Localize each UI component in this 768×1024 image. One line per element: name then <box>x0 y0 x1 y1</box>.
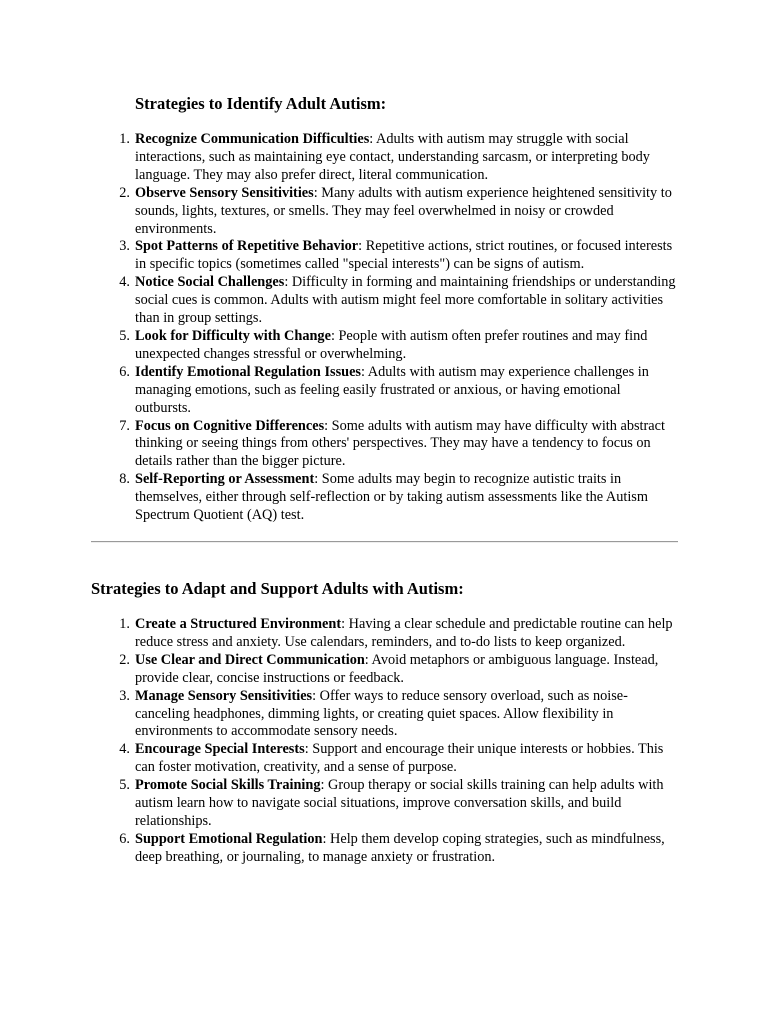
list-item-text: : Some adults with autism may have difficulty with abstract thinking or seeing things from others' perspectives. They may have a tendency to focus on details rather than the bigger picture. <box>135 417 665 470</box>
list-item-text: : Adults with autism may struggle with social interactions, such as maintaining eye contact, understanding sarcasm, or interpreting body language. They may also prefer direct, literal communication. <box>135 131 650 183</box>
list-item-term: Manage Sensory Sensitivities <box>135 687 313 704</box>
list-item <box>119 274 679 328</box>
list-item-number: 5. <box>119 777 130 794</box>
list-item-text: : Repetitive actions, strict routines, or focused interests in specific topics (sometimes called "special interests") can be signs of autism. <box>135 238 673 273</box>
list-item-text: : Offer ways to reduce sensory overload, such as noise-canceling headphones, dimming lights, or creating quiet spaces. Allow flexibility in environments to accommodate sensory needs. <box>135 687 628 740</box>
list-item-text: : People with autism often prefer routines and may find unexpected changes stressful or overwhelming. <box>135 327 648 362</box>
list-item-number: 3. <box>119 687 130 704</box>
list-item-term: Support Emotional Regulation <box>135 830 323 847</box>
list-item-term: Use Clear and Direct Communication <box>135 651 365 668</box>
list-item-number: 4. <box>119 741 130 758</box>
list-item <box>119 651 679 688</box>
list-item-text: : Group therapy or social skills training can help adults with autism learn how to navigate social situations, improve conversation skills, and build relationships. <box>135 777 664 829</box>
list-item-term: Identify Emotional Regulation Issues <box>135 363 361 380</box>
list-item-term: Self-Reporting or Assessment <box>135 471 315 488</box>
identify-strategy-list <box>119 131 679 525</box>
list-item-text: : Adults with autism may experience challenges in managing emotions, such as feeling easily frustrated or anxious, or having emotional outbursts. <box>135 363 649 416</box>
list-item <box>119 687 679 742</box>
list-item-text: : Some adults may begin to recognize autistic traits in themselves, either through self-reflection or by taking autism assessments like the Autism Spectrum Quotient (AQ) test. <box>135 471 648 524</box>
list-item-text: : Help them develop coping strategies, such as mindfulness, deep breathing, or journaling, to manage anxiety or frustration. <box>135 830 665 865</box>
list-item-number: 1. <box>119 616 130 632</box>
list-item <box>119 830 679 867</box>
list-item-term: Encourage Special Interests <box>135 741 305 758</box>
list-item-term: Look for Difficulty with Change <box>135 327 331 344</box>
list-item <box>119 471 679 525</box>
list-item <box>119 363 679 418</box>
section-heading-identify: Strategies to Identify Adult Autism: <box>135 94 387 113</box>
section-heading-support: Strategies to Adapt and Support Adults with Autism: <box>91 579 464 598</box>
support-strategy-list <box>119 616 679 867</box>
list-item-text: : Support and encourage their unique interests or hobbies. This can foster motivation, creativity, and a sense of purpose. <box>135 741 664 776</box>
list-item-text: : Avoid metaphors or ambiguous language. Instead, provide clear, concise instructions or feedback. <box>135 651 659 686</box>
list-item-term: Create a Structured Environment <box>135 616 342 632</box>
list-item <box>119 184 679 239</box>
list-item-number: 5. <box>119 327 130 344</box>
list-item-number: 6. <box>119 363 130 380</box>
list-item-number: 4. <box>119 274 130 291</box>
list-item-number: 3. <box>119 238 130 255</box>
list-item-term: Observe Sensory Sensitivities <box>135 184 314 201</box>
list-item-text: : Many adults with autism experience heightened sensitivity to sounds, lights, textures, or smells. They may feel overwhelmed in noisy or crowded environments. <box>135 184 672 237</box>
horizontal-rule <box>91 541 678 543</box>
list-item <box>119 741 679 777</box>
list-item <box>119 327 679 364</box>
list-item-text: : Having a clear schedule and predictable routine can help reduce stress and anxiety. Use calendars, reminders, and to-do lists to keep organized. <box>135 616 673 650</box>
list-item-number: 2. <box>119 651 130 668</box>
list-item-term: Notice Social Challenges <box>135 274 285 291</box>
list-item-number: 6. <box>119 830 130 847</box>
list-item-number: 1. <box>119 131 130 147</box>
list-item-term: Promote Social Skills Training <box>135 777 321 794</box>
list-item <box>119 777 679 831</box>
list-item-term: Spot Patterns of Repetitive Behavior <box>135 238 359 255</box>
list-item-term: Recognize Communication Difficulties <box>135 131 370 147</box>
list-item-number: 2. <box>119 184 130 201</box>
list-item-text: : Difficulty in forming and maintaining friendships or understanding social cues is common. Adults with autism might feel more comfortable in solitary activities than in group settings. <box>135 274 676 327</box>
list-item-term: Focus on Cognitive Differences <box>135 417 325 434</box>
list-item <box>119 131 679 185</box>
list-item-number: 7. <box>119 417 130 434</box>
list-item <box>119 238 679 274</box>
list-item <box>119 417 679 472</box>
list-item-number: 8. <box>119 471 130 488</box>
list-item <box>119 616 679 652</box>
